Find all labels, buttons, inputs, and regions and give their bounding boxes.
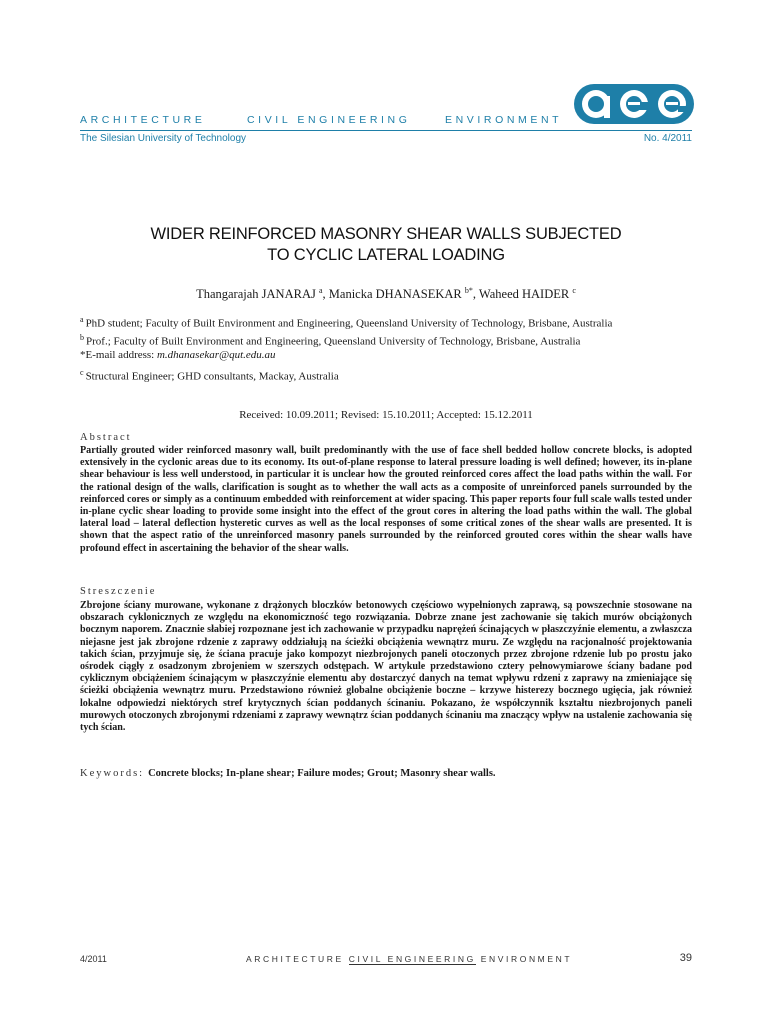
author-mark: a	[318, 286, 323, 295]
footer-journal	[246, 954, 572, 964]
issue-number: No. 4/2011	[643, 133, 692, 144]
author-mark: c	[572, 286, 576, 295]
abstract-heading: Abstract	[80, 432, 132, 443]
ace-logo	[574, 82, 694, 126]
affiliation-mark: c	[80, 368, 84, 377]
author-name: Thangarajah JANARAJ	[196, 287, 316, 302]
title-line-2: TO CYCLIC LATERAL LOADING	[267, 246, 505, 264]
footer-word-environment: ENVIRONMENT	[480, 954, 573, 964]
author-separator: ,	[322, 287, 329, 302]
affiliation-email	[80, 349, 692, 361]
journal-header	[80, 114, 562, 126]
title-line-1: WIDER REINFORCED MASONRY SHEAR WALLS SUBJECTED	[150, 225, 622, 243]
header-rule	[80, 130, 692, 131]
footer-issue: 4/2011	[80, 954, 107, 964]
streszczenie-text: Zbrojone ściany murowane, wykonane z drążonych bloczków betonowych częściowo wypełnionych zaprawą, są powszechnie stosowane na obszarach cyklonicznych ze względu na ekonomiczność tego rozwiązania. Dobrze znane jest zachowanie się takich murów obciążonych bocznym naporem. Znacznie słabiej rozpoznane jest ich zachowanie w przypadku naprężeń ścinających w płaszczyźnie elementu, a zwłaszcza niejasne jest jak zbrojone rdzenie z zaprawy oddziałują na ścieżki obciążenia wewnątrz muru. Ze względu na racjonalność projektowania takich ścian, przyjmuje się, że ściana pracuje jako kompozyt niezbrojonych paneli otoczonych przez zbrojone rdzenie lub po prostu jako ośrodek ciągły z osadzonym zbrojeniem w szerszych odstępach. W artykule przedstawiono cztery pełnowymiarowe ściany badane pod cyklicznym obciążeniem ścinającym w płaszczyźnie elementu aby dostarczyć danych na temat wpływu rdzeni z zaprawy na zmieniające się ścieżki obciążenia wewnątrz muru. Przedstawiono również globalne obciążenie boczne – krzywe histerezy bocznego ugięcia, jak również lokalne odpowiedzi niektórych stref krytycznych ścian poddanych ścinaniu. Pokazano, że współczynnik kształtu niezbrojonych paneli murowych otoczonych zbrojonymi rdzeniami z zaprawy wewnątrz ścian poddanych ścinaniu ma znaczący wpływ na ustalenie zachowania się tych ścian.	[80, 600, 692, 734]
abstract-text: Partially grouted wider reinforced masonry wall, built predominantly with the use of face shell bedded hollow concrete blocks, is adopted extensively in the cyclonic areas due to its economy. Its out-of-plane response to lateral pressure loading is well defined; however, its in-plane shear behaviour is less well understood, in particular it is unclear how the grouted reinforced cores affect the load paths within the wall. For the rational design of the walls, clarification is sought as to whether the wall acts as a composite of unreinforced panels surrounded by the reinforced cores or simply as a continuum embedded with reinforcement at wider spacing. This paper reports four full scale walls tested under in-plane cyclic shear loading to provide some insight into the effect of the grout cores in altering the load paths within the wall. The global lateral load – lateral deflection hysteretic curves as well as the local responses of some critical zones of the shear walls are presented. It is shown that the aspect ratio of the unreinforced masonry panels surrounded by the reinforced grouted cores within the shear walls have profound effect in ascertaining the behavior of the shear walls.	[80, 445, 692, 554]
affiliation-mark: a	[80, 315, 84, 324]
email-label: *E-mail address:	[80, 349, 157, 361]
affiliation-a	[80, 315, 692, 330]
author-separator: ,	[472, 287, 479, 302]
footer-word-civil-engineering: CIVIL ENGINEERING	[348, 954, 476, 964]
footer-word-architecture: ARCHITECTURE	[246, 954, 344, 964]
keywords	[80, 768, 692, 779]
university-name: The Silesian University of Technology	[80, 133, 247, 144]
keywords-value: Concrete blocks; In-plane shear; Failure modes; Grout; Masonry shear walls.	[148, 768, 496, 779]
author-name: Manicka DHANASEKAR	[328, 287, 462, 302]
author-name: Waheed HAIDER	[478, 287, 570, 302]
email-address[interactable]: m.dhanasekar@qut.edu.au	[156, 349, 276, 361]
page-number: 39	[679, 952, 692, 964]
journal-word-architecture: ARCHITECTURE	[80, 114, 206, 126]
authors	[80, 286, 692, 302]
journal-word-environment: ENVIRONMENT	[445, 114, 563, 126]
streszczenie-heading: Streszczenie	[80, 586, 157, 597]
journal-word-civil-engineering: CIVIL ENGINEERING	[247, 114, 411, 126]
header-subline	[80, 133, 692, 144]
keywords-label: Keywords:	[80, 768, 145, 779]
affiliation-c	[80, 368, 692, 383]
paper-title	[80, 224, 692, 266]
affiliation-text: PhD student; Faculty of Built Environment and Engineering, Queensland University of Technology, Brisbane, Australia	[85, 317, 613, 330]
affiliation-b	[80, 333, 692, 348]
author-mark: b*	[464, 286, 473, 295]
affiliation-text: Structural Engineer; GHD consultants, Mackay, Australia	[85, 370, 339, 383]
affiliation-mark: b	[80, 333, 84, 342]
affiliation-text: Prof.; Faculty of Built Environment and Engineering, Queensland University of Technology, Brisbane, Australia	[86, 335, 581, 348]
received-dates: Received: 10.09.2011; Revised: 15.10.2011; Accepted: 15.12.2011	[239, 409, 533, 421]
